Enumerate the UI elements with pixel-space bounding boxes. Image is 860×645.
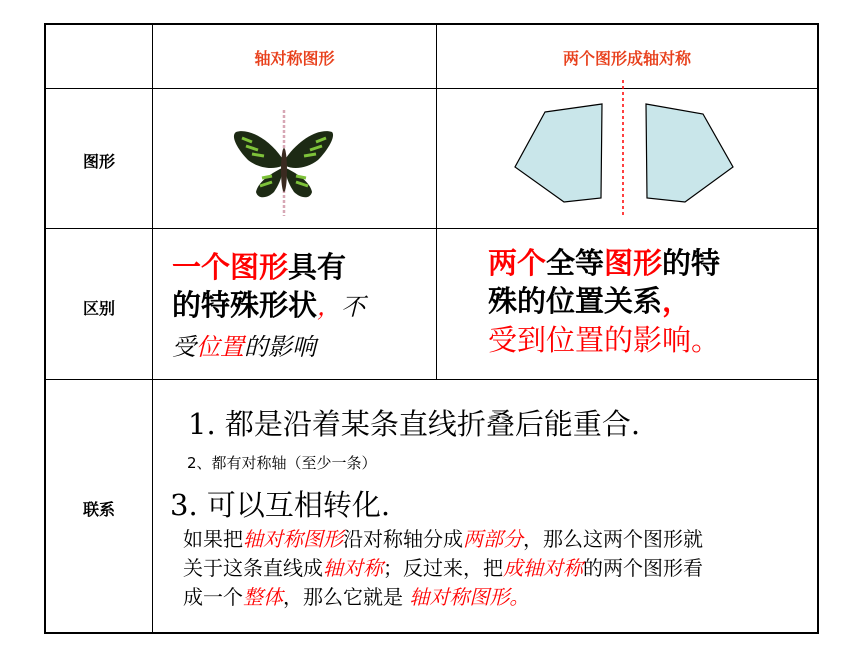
table-border-left <box>44 23 46 634</box>
butterfly-body <box>281 148 287 192</box>
phrase-two: 两个 <box>488 246 547 280</box>
phrase-not: 不 <box>341 293 366 321</box>
table-border-bottom <box>44 632 819 634</box>
pentagon-left <box>515 104 602 202</box>
row-label-relation: 联系 <box>82 500 115 519</box>
difference-left-text <box>172 248 434 364</box>
para-text: 成一个 <box>183 585 243 609</box>
table-row-divider-2 <box>44 228 819 229</box>
relation-item-2: 2、都有对称轴（至少一条） <box>187 454 377 472</box>
butterfly-image <box>228 108 338 220</box>
phrase-special-shape: 的特殊形状 <box>172 288 318 322</box>
para-emphasis: 轴对称图形 <box>243 527 343 551</box>
row-label-figure: 图形 <box>82 152 115 171</box>
table-col-divider-1 <box>152 23 153 634</box>
row-label-difference: 区别 <box>82 299 115 318</box>
symmetric-pentagons-diagram <box>505 78 745 220</box>
relation-paragraph <box>183 525 813 612</box>
para-text: ，那么这两个图形就 <box>523 527 703 551</box>
para-emphasis: 轴对称图形。 <box>403 585 530 609</box>
difference-left-line2 <box>172 286 434 330</box>
header-two-figures-symmetric: 两个图形成轴对称 <box>562 49 691 68</box>
comma-red-2: ， <box>662 284 692 318</box>
phrase-one-figure: 一个图形 <box>172 250 289 284</box>
pentagon-right <box>646 104 733 202</box>
para-text: 沿对称轴分成 <box>343 527 463 551</box>
difference-right-line2 <box>488 282 814 320</box>
para-emphasis: 整体 <box>243 585 283 609</box>
para-text: 如果把 <box>183 527 243 551</box>
para-text: ，那么它就是 <box>283 585 403 609</box>
table-row-divider-3 <box>44 379 819 380</box>
difference-right-text <box>488 244 814 360</box>
butterfly-right-wings <box>286 131 333 197</box>
phrase-position: 位置 <box>196 333 244 361</box>
difference-left-line3 <box>172 330 434 364</box>
para-text: 的两个图形看 <box>583 556 703 580</box>
phrase-of-special: 的特 <box>662 246 721 280</box>
phrase-position-relation: 殊的位置关系 <box>488 284 663 318</box>
para-emphasis: 两部分 <box>463 527 523 551</box>
phrase-subject-to: 受 <box>172 333 196 361</box>
difference-right-line3: 受到位置的影响。 <box>488 323 721 357</box>
table-border-right <box>817 23 819 634</box>
header-axial-symmetric-figure: 轴对称图形 <box>254 49 335 68</box>
para-text: ；反过来，把 <box>383 556 503 580</box>
phrase-influence: 的影响 <box>244 333 316 361</box>
relation-paragraph-line3 <box>183 583 813 612</box>
butterfly-left-wings <box>234 131 282 197</box>
relation-item-3: 3. 可以互相转化. <box>170 488 391 522</box>
phrase-congruent: 全等 <box>546 246 605 280</box>
relation-paragraph-line2 <box>183 554 813 583</box>
phrase-figures: 图形 <box>604 246 663 280</box>
comma-red: ， <box>317 293 342 321</box>
difference-right-line1 <box>488 244 814 282</box>
para-emphasis: 轴对称 <box>323 556 383 580</box>
table-col-divider-2 <box>436 23 437 380</box>
difference-left-line1 <box>172 248 434 286</box>
phrase-has: 具有 <box>288 250 347 284</box>
relation-paragraph-line1 <box>183 525 813 554</box>
relation-item-1: 1. 都是沿着某条直线折叠后能重合. <box>188 407 641 441</box>
para-text: 关于这条直线成 <box>183 556 323 580</box>
table-border-top <box>44 23 819 25</box>
para-emphasis: 成轴对称 <box>503 556 583 580</box>
